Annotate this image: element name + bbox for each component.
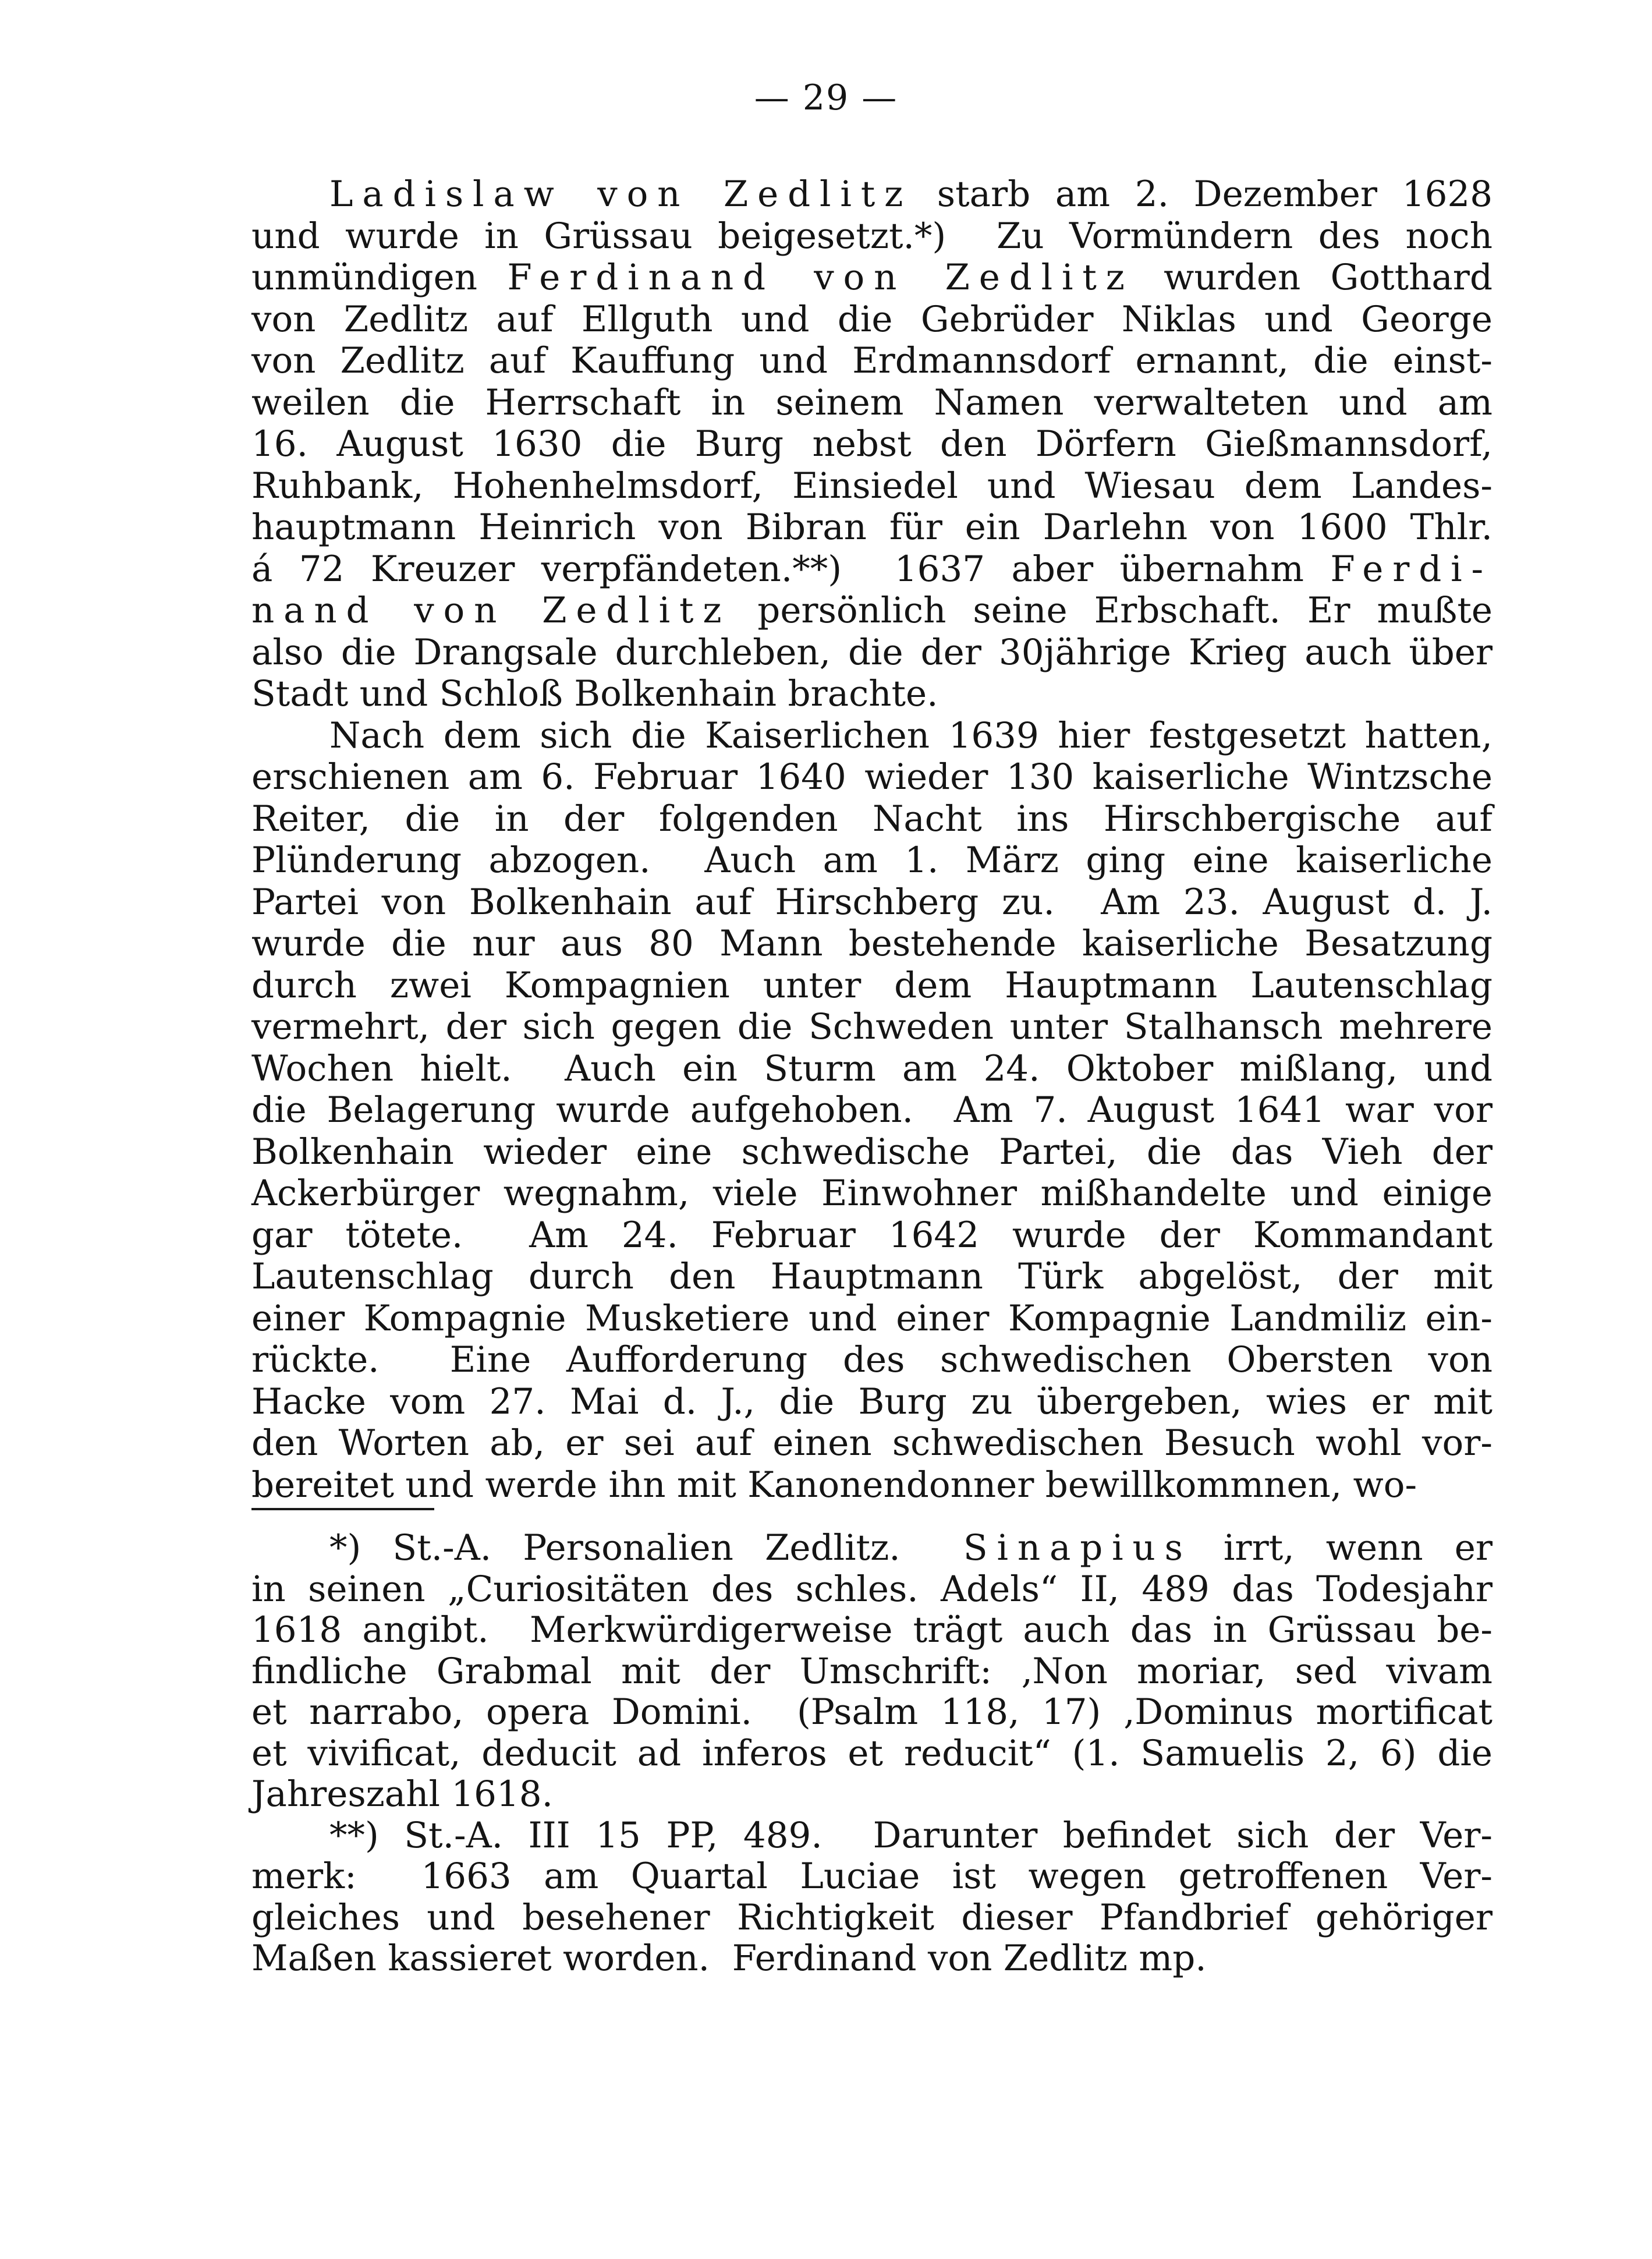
text-line (251, 299, 1493, 341)
text-line (251, 632, 1493, 674)
text-line (251, 1339, 1493, 1381)
text-run: *) St.-A. Personalien Zedlitz. (329, 1527, 963, 1568)
text-run: in seinen „Curiositäten des schles. Adels“ II, 489 das Todesjahr (251, 1568, 1493, 1610)
footnote-separator (251, 1508, 434, 1510)
text-line (251, 1256, 1493, 1298)
text-line (251, 881, 1493, 923)
text-run: irrt, wenn er (1192, 1527, 1493, 1568)
text-line (251, 1692, 1493, 1733)
text-line (251, 1610, 1493, 1651)
text-run: Ruhbank, Hohenhelmsdorf, Einsiedel und Wiesau dem Landes- (251, 465, 1493, 507)
text-line (251, 798, 1493, 840)
text-run: Lautenschlag durch den Hauptmann Türk abgelöst, der mit (251, 1256, 1493, 1297)
text-line (251, 965, 1493, 1007)
text-line (251, 1856, 1493, 1897)
text-line (251, 673, 1493, 715)
text-run: gar tötete. Am 24. Februar 1642 wurde der Kommandant (251, 1214, 1493, 1256)
text-line (251, 1422, 1493, 1464)
text-line (251, 1131, 1493, 1173)
text-run: Bolkenhain wieder eine schwedische Partei, die das Vieh der (251, 1131, 1493, 1173)
text-line (251, 1774, 1493, 1815)
text-run: Hacke vom 27. Mai d. J., die Burg zu übergeben, wies er mit (251, 1380, 1493, 1422)
text-run: rückte. Eine Aufforderung des schwedischen Obersten von (251, 1339, 1493, 1380)
text-line (251, 756, 1493, 798)
text-line (251, 1006, 1493, 1048)
text-run: und wurde in Grüssau beigesetzt.*) Zu Vormündern des noch (251, 215, 1493, 257)
text-line (251, 174, 1493, 215)
text-line (251, 715, 1493, 757)
text-run: Wochen hielt. Auch ein Sturm am 24. Oktober mißlang, und (251, 1047, 1493, 1089)
text-line (251, 1897, 1493, 1939)
footnotes (251, 1528, 1493, 1980)
text-run: einer Kompagnie Musketiere und einer Kompagnie Landmiliz ein- (251, 1297, 1493, 1339)
text-line (251, 465, 1493, 507)
text-line (251, 423, 1493, 465)
text-run: hauptmann Heinrich von Bibran für ein Darlehn von 1600 Thlr. (251, 507, 1493, 548)
text-line (251, 1464, 1493, 1506)
text-line (251, 1089, 1493, 1131)
text-run: gleiches und besehener Richtigkeit dieser Pfandbrief gehöriger (251, 1896, 1493, 1938)
text-run: 16. August 1630 die Burg nebst den Dörfern Gießmannsdorf, (251, 423, 1493, 465)
text-line (251, 590, 1493, 632)
text-line (251, 1173, 1493, 1215)
text-line (251, 1528, 1493, 1569)
text-run: also die Drangsale durchleben, die der 30jährige Krieg auch über (251, 631, 1493, 673)
text-line (251, 340, 1493, 382)
text-line (251, 382, 1493, 424)
text-run: et narrabo, opera Domini. (Psalm 118, 17) ‚Dominus mortificat (251, 1691, 1493, 1733)
text-run: starb am 2. Dezember 1628 (912, 174, 1493, 215)
text-run: wurde die nur aus 80 Mann bestehende kaiserliche Besatzung (251, 923, 1493, 964)
paragraph (251, 174, 1493, 715)
text-run: á 72 Kreuzer verpfändeten.**) 1637 aber übernahm (251, 548, 1331, 590)
text-run: **) St.-A. III 15 PP, 489. Darunter befindet sich der Ver- (329, 1814, 1493, 1856)
text-run: persönlich seine Erbschaft. Er mußte (731, 590, 1493, 631)
text-run: Stadt und Schloß Bolkenhain brachte. (251, 673, 938, 714)
text-run: weilen die Herrschaft in seinem Namen verwalteten und am (251, 381, 1493, 423)
footnote (251, 1815, 1493, 1980)
text-line (251, 1733, 1493, 1775)
text-run: Ackerbürger wegnahm, viele Einwohner mißhandelte und einige (251, 1173, 1493, 1214)
spaced-name: Ferdinand von Zedlitz (507, 257, 1134, 298)
text-line (251, 923, 1493, 965)
text-line (251, 1048, 1493, 1090)
text-run: vermehrt, der sich gegen die Schweden unter Stalhansch mehrere (251, 1006, 1493, 1047)
text-line (251, 1215, 1493, 1256)
text-run: unmündigen (251, 257, 508, 298)
text-run: die Belagerung wurde aufgehoben. Am 7. August 1641 war vor (251, 1089, 1493, 1131)
spaced-name: Ferdi- (1330, 548, 1493, 590)
text-run: 1618 angibt. Merkwürdigerweise trägt auch das in Grüssau be- (251, 1609, 1493, 1651)
text-line (251, 1298, 1493, 1340)
text-line (251, 215, 1493, 257)
text-line (251, 840, 1493, 881)
text-line (251, 1815, 1493, 1857)
text-line (251, 1938, 1493, 1980)
text-run: Partei von Bolkenhain auf Hirschberg zu. Am 23. August d. J. (251, 881, 1493, 923)
footnote (251, 1528, 1493, 1815)
spaced-name: Ladislaw von Zedlitz (329, 174, 913, 215)
text-run: bereitet und werde ihn mit Kanonendonner bewillkommnen, wo- (251, 1464, 1417, 1506)
text-run: von Zedlitz auf Ellguth und die Gebrüder Niklas und George (251, 298, 1493, 340)
text-line (251, 1651, 1493, 1693)
text-run: durch zwei Kompagnien unter dem Hauptmann Lautenschlag (251, 964, 1493, 1006)
text-run: Jahreszahl 1618. (251, 1773, 553, 1815)
text-line (251, 1381, 1493, 1423)
spaced-name: Sinapius (963, 1527, 1192, 1568)
spaced-name: nand von Zedlitz (251, 590, 731, 631)
main-text (251, 174, 1493, 1506)
text-line (251, 1569, 1493, 1610)
text-run: Plünderung abzogen. Auch am 1. März ging eine kaiserliche (251, 840, 1493, 881)
page-number: — 29 — (754, 77, 898, 118)
text-run: den Worten ab, er sei auf einen schwedischen Besuch wohl vor- (251, 1422, 1493, 1464)
text-run: et vivificat, deducit ad inferos et reducit“ (1. Samuelis 2, 6) die (251, 1732, 1493, 1774)
paragraph (251, 715, 1493, 1506)
text-run: Reiter, die in der folgenden Nacht ins Hirschbergische auf (251, 798, 1493, 840)
text-run: wurden Gotthard (1133, 257, 1493, 298)
text-run: erschienen am 6. Februar 1640 wieder 130 kaiserliche Wintzsche (251, 756, 1493, 798)
text-run: von Zedlitz auf Kauffung und Erdmannsdorf ernannt, die einst- (251, 340, 1493, 381)
text-run: findliche Grabmal mit der Umschrift: ‚Non moriar, sed vivam (251, 1650, 1493, 1692)
text-run: Nach dem sich die Kaiserlichen 1639 hier festgesetzt hatten, (329, 714, 1493, 756)
text-run: merk: 1663 am Quartal Luciae ist wegen getroffenen Ver- (251, 1856, 1493, 1897)
text-line (251, 507, 1493, 548)
text-run: Maßen kassieret worden. Ferdinand von Zedlitz mp. (251, 1938, 1207, 1979)
text-line (251, 257, 1493, 299)
text-line (251, 548, 1493, 590)
